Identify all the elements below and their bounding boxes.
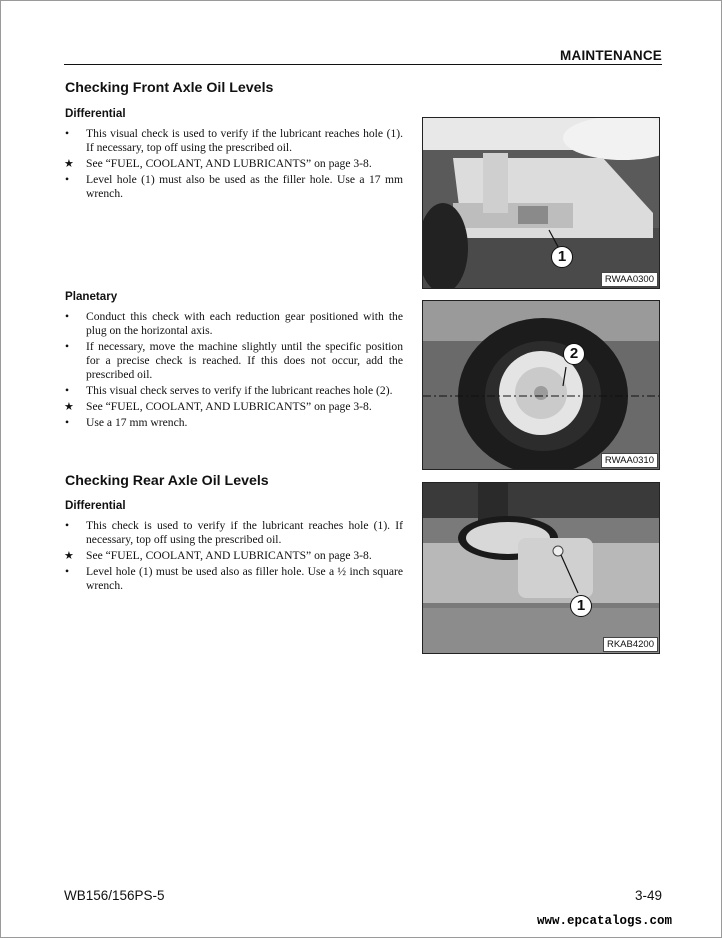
item-text: See “FUEL, COOLANT, AND LUBRICANTS” on page 3-8. — [86, 400, 372, 413]
item-text: Conduct this check with each reduction gear positioned with the plug on the horizontal axis. — [86, 310, 403, 337]
star-marker: ★ — [64, 158, 74, 170]
bullet-marker: • — [65, 173, 70, 186]
star-marker: ★ — [64, 550, 74, 562]
list-item — [65, 549, 403, 563]
bullet-marker: • — [65, 310, 70, 323]
section-header: MAINTENANCE — [560, 48, 662, 63]
item-text: Level hole (1) must be used also as filler hole. Use a ½ inch square wrench. — [86, 565, 403, 592]
front-differential-illustration — [423, 118, 659, 288]
planetary-photo — [422, 300, 660, 470]
bullet-marker: • — [65, 519, 70, 532]
callout-1: 1 — [551, 246, 573, 268]
front-axle-title: Checking Front Axle Oil Levels — [65, 80, 274, 96]
photo-code: RKAB4200 — [603, 637, 658, 652]
list-item — [65, 416, 403, 430]
rear-differential-heading: Differential — [65, 499, 126, 512]
footer-model: WB156/156PS-5 — [64, 888, 165, 903]
photo-code: RWAA0310 — [601, 453, 658, 468]
watermark-link[interactable]: www.epcatalogs.com — [536, 914, 672, 928]
list-item — [65, 565, 403, 593]
bullet-marker: • — [65, 565, 70, 578]
list-item — [65, 310, 403, 338]
star-marker: ★ — [64, 401, 74, 413]
front-differential-list — [65, 127, 403, 203]
footer-page-number: 3-49 — [634, 888, 662, 903]
planetary-illustration — [423, 301, 659, 469]
list-item — [65, 400, 403, 414]
list-item — [65, 173, 403, 201]
item-text: This visual check serves to verify if the lubricant reaches hole (2). — [86, 384, 393, 397]
rear-differential-photo — [422, 482, 660, 654]
list-item — [65, 384, 403, 398]
front-differential-photo — [422, 117, 660, 289]
item-text: This check is used to verify if the lubricant reaches hole (1). If necessary, top off using the prescribed oil. — [86, 519, 403, 546]
item-text: Use a 17 mm wrench. — [86, 416, 188, 429]
bullet-marker: • — [65, 340, 70, 353]
photo-code: RWAA0300 — [601, 272, 658, 287]
bullet-marker: • — [65, 384, 70, 397]
rear-differential-illustration — [423, 483, 659, 653]
list-item — [65, 127, 403, 155]
front-differential-heading: Differential — [65, 107, 126, 120]
rear-axle-title: Checking Rear Axle Oil Levels — [65, 473, 269, 489]
callout-1: 1 — [570, 595, 592, 617]
bullet-marker: • — [65, 127, 70, 140]
list-item — [65, 340, 403, 382]
item-text: See “FUEL, COOLANT, AND LUBRICANTS” on page 3-8. — [86, 157, 372, 170]
rear-differential-list — [65, 519, 403, 595]
planetary-heading: Planetary — [65, 290, 118, 303]
list-item — [65, 157, 403, 171]
item-text: This visual check is used to verify if the lubricant reaches hole (1). If necessary, top off using the prescribed oil. — [86, 127, 403, 154]
item-text: If necessary, move the machine slightly until the specific position for a precise check is reached. If this does not occur, add the prescribed oil. — [86, 340, 403, 381]
callout-2: 2 — [563, 343, 585, 365]
bullet-marker: • — [65, 416, 70, 429]
planetary-list — [65, 310, 403, 432]
item-text: See “FUEL, COOLANT, AND LUBRICANTS” on page 3-8. — [86, 549, 372, 562]
list-item — [65, 519, 403, 547]
header-rule — [64, 64, 662, 65]
item-text: Level hole (1) must also be used as the filler hole. Use a 17 mm wrench. — [86, 173, 403, 200]
